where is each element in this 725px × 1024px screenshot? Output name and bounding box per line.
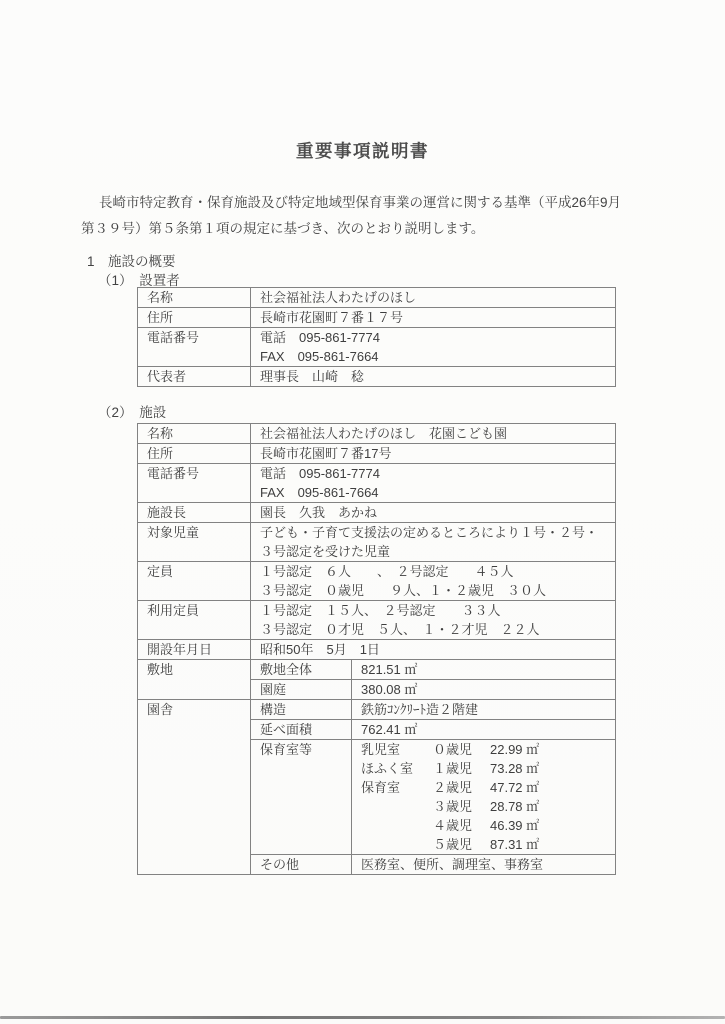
room-area: 46.39 ㎡ bbox=[490, 818, 540, 833]
row-value-cell bbox=[251, 523, 616, 562]
room-row bbox=[361, 816, 611, 835]
building-subrow-value: 医務室、便所、調理室、事務室 bbox=[352, 855, 616, 875]
facility-row-usage-capacity bbox=[138, 601, 616, 640]
value-line: 社会福祉法人わたげのほし 花園こども園 bbox=[260, 426, 508, 441]
intro-line-1: 長崎市特定教育・保育施設及び特定地域型保育事業の運営に関する基準（平成26年9月 bbox=[99, 195, 622, 210]
facility-row-established-date bbox=[138, 640, 616, 660]
founder-table bbox=[137, 287, 616, 387]
facility-row-director bbox=[138, 503, 616, 523]
value-line: FAX 095-861-7664 bbox=[260, 349, 379, 364]
room-row bbox=[361, 759, 611, 778]
row-label-cell: 名称 bbox=[138, 424, 251, 444]
founder-row-representative bbox=[138, 367, 616, 387]
value-line: 理事長 山崎 稔 bbox=[260, 369, 365, 384]
room-name bbox=[361, 797, 433, 816]
row-value-cell bbox=[251, 562, 616, 601]
room-age: ２歳児 bbox=[433, 780, 473, 795]
building-label-cell: 園舎 bbox=[138, 700, 251, 875]
facility-row-name bbox=[138, 424, 616, 444]
scan-bottom-edge bbox=[0, 1016, 725, 1019]
value-line: 電話 095-861-7774 bbox=[260, 330, 380, 345]
building-subrow-value: 鉄筋ｺﾝｸﾘｰﾄ造２階建 bbox=[352, 700, 616, 720]
room-area: 73.28 ㎡ bbox=[490, 761, 540, 776]
value-line: 電話 095-861-7774 bbox=[260, 466, 380, 481]
value-line: ３号認定 ０歳児 ９人、１・２歳児 ３０人 bbox=[260, 583, 547, 598]
facility-row-building-structure bbox=[138, 700, 616, 720]
row-value-cell bbox=[251, 424, 616, 444]
row-label-cell: 電話番号 bbox=[138, 464, 251, 503]
row-value-cell bbox=[251, 308, 616, 328]
facility-row-site-total bbox=[138, 660, 616, 680]
building-subrow-label: 保育室等 bbox=[251, 740, 352, 855]
section-1-heading: 1 施設の概要 bbox=[87, 254, 176, 269]
value-line: 園長 久我 あかね bbox=[260, 505, 378, 520]
facility-table bbox=[137, 423, 616, 875]
room-age: ０歳児 bbox=[433, 742, 473, 757]
founder-row-address bbox=[138, 308, 616, 328]
row-value-cell bbox=[251, 444, 616, 464]
row-value-cell bbox=[251, 640, 616, 660]
row-value-cell bbox=[251, 288, 616, 308]
room-row bbox=[361, 797, 611, 816]
subsection-2-heading: （2） 施設 bbox=[98, 405, 167, 420]
row-label-cell: 電話番号 bbox=[138, 328, 251, 367]
row-value-cell bbox=[251, 328, 616, 367]
room-area: 28.78 ㎡ bbox=[490, 799, 540, 814]
row-label-cell: 対象児童 bbox=[138, 523, 251, 562]
row-value-cell bbox=[251, 464, 616, 503]
subsection-1-heading: （1） 設置者 bbox=[98, 273, 180, 288]
row-value-cell bbox=[251, 367, 616, 387]
row-label-cell: 定員 bbox=[138, 562, 251, 601]
room-age: ５歳児 bbox=[433, 837, 473, 852]
founder-row-phone bbox=[138, 328, 616, 367]
row-value-cell bbox=[251, 601, 616, 640]
room-age: ４歳児 bbox=[433, 818, 473, 833]
room-name bbox=[361, 835, 433, 854]
room-age: １歳児 bbox=[433, 761, 473, 776]
value-line: 子ども・子育て支援法の定めるところにより１号・２号・ bbox=[260, 525, 599, 540]
value-line: FAX 095-861-7664 bbox=[260, 485, 379, 500]
building-subrow-value: 762.41 ㎡ bbox=[352, 720, 616, 740]
facility-row-address bbox=[138, 444, 616, 464]
room-name: ほふく室 bbox=[361, 761, 414, 776]
row-value-cell bbox=[251, 503, 616, 523]
row-label-cell: 住所 bbox=[138, 444, 251, 464]
room-name: 乳児室 bbox=[361, 742, 401, 757]
value-line: １号認定 １５人、 ２号認定 ３３人 bbox=[260, 603, 501, 618]
row-label-cell: 施設長 bbox=[138, 503, 251, 523]
facility-row-eligible-children bbox=[138, 523, 616, 562]
room-row bbox=[361, 778, 611, 797]
intro-line-2: 第３９号）第５条第１項の規定に基づき、次のとおり説明します。 bbox=[81, 221, 485, 236]
facility-row-capacity bbox=[138, 562, 616, 601]
building-subrow-label: 構造 bbox=[251, 700, 352, 720]
row-label-cell: 名称 bbox=[138, 288, 251, 308]
site-subrow-label: 敷地全体 bbox=[251, 660, 352, 680]
value-line: 長崎市花園町７番１７号 bbox=[260, 310, 404, 325]
value-line: 昭和50年 5月 1日 bbox=[260, 642, 380, 657]
facility-row-phone bbox=[138, 464, 616, 503]
row-label-cell: 利用定員 bbox=[138, 601, 251, 640]
site-subrow-value: 380.08 ㎡ bbox=[352, 680, 616, 700]
room-area: 22.99 ㎡ bbox=[490, 742, 540, 757]
value-line: ３号認定を受けた児童 bbox=[260, 544, 391, 559]
room-age: ３歳児 bbox=[433, 799, 473, 814]
intro-paragraph bbox=[81, 190, 667, 242]
building-subrow-label: 延べ面積 bbox=[251, 720, 352, 740]
document-title: 重要事項説明書 bbox=[296, 141, 429, 161]
room-name bbox=[361, 816, 433, 835]
row-label-cell: 代表者 bbox=[138, 367, 251, 387]
rooms-list bbox=[352, 740, 616, 855]
room-row bbox=[361, 740, 611, 759]
value-line: １号認定 ６人 、 ２号認定 ４５人 bbox=[260, 564, 514, 579]
row-label-cell: 開設年月日 bbox=[138, 640, 251, 660]
room-name: 保育室 bbox=[361, 780, 401, 795]
room-row bbox=[361, 835, 611, 854]
site-label-cell: 敷地 bbox=[138, 660, 251, 700]
site-subrow-value: 821.51 ㎡ bbox=[352, 660, 616, 680]
value-line: 社会福祉法人わたげのほし bbox=[260, 290, 417, 305]
founder-row-name bbox=[138, 288, 616, 308]
room-area: 87.31 ㎡ bbox=[490, 837, 540, 852]
row-label-cell: 住所 bbox=[138, 308, 251, 328]
room-area: 47.72 ㎡ bbox=[490, 780, 540, 795]
site-subrow-label: 園庭 bbox=[251, 680, 352, 700]
building-subrow-label: その他 bbox=[251, 855, 352, 875]
value-line: 長崎市花園町７番17号 bbox=[260, 446, 392, 461]
value-line: ３号認定 ０才児 ５人、 １・２才児 ２２人 bbox=[260, 622, 540, 637]
